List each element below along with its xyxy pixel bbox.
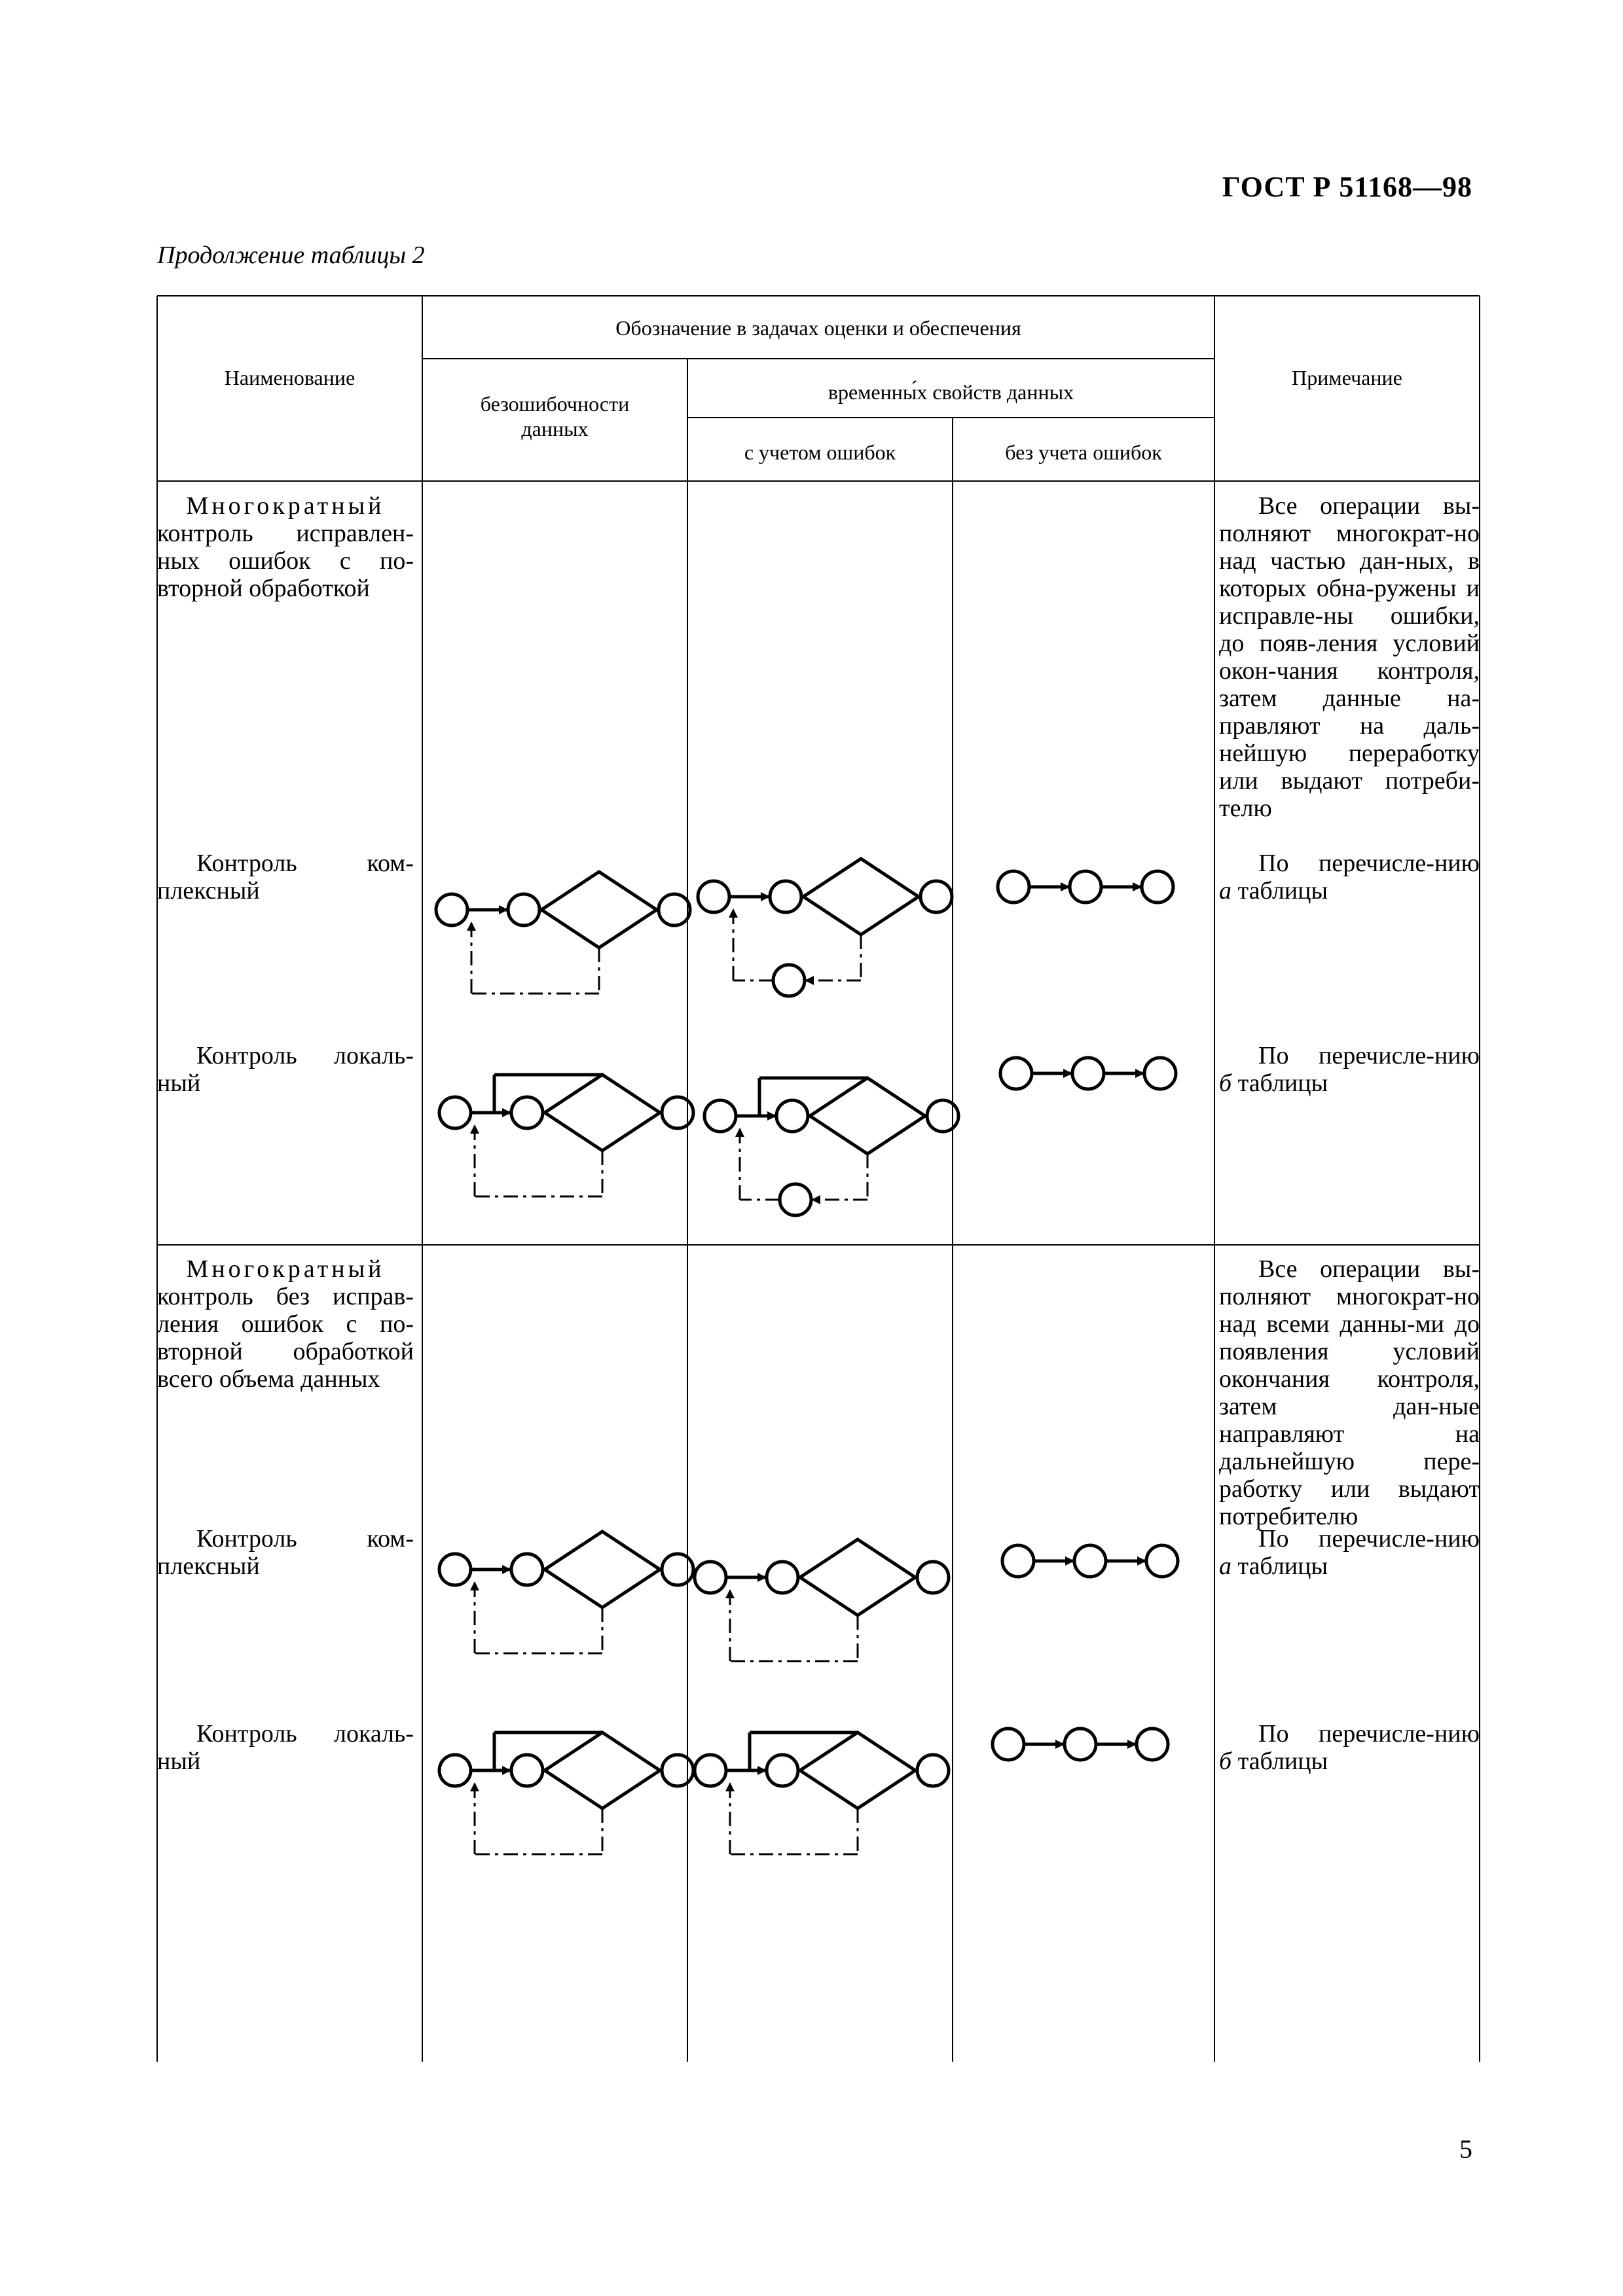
section-title-spaced: Многократный [186,1255,385,1283]
decision-diamond [800,1539,915,1615]
section-title-spaced: Многократный [186,492,385,520]
row-note [1219,1720,1480,1775]
col-header-faultless: безошибочности данных [480,392,630,440]
node-circle [695,1755,726,1786]
node-circle [917,1755,949,1786]
row-note [1219,1525,1480,1580]
col-header-name: Наименование [224,366,356,389]
node-circle [511,1755,543,1786]
node-circle [921,881,952,912]
arrowhead [1135,1069,1144,1078]
decision-diamond [545,1732,660,1808]
document-code: ГОСТ Р 51168—98 [1222,171,1472,203]
arrowhead [1127,1740,1137,1749]
arrowhead [470,1782,479,1791]
node-circle [511,1554,543,1585]
note-letter: б [1219,1748,1232,1775]
note-prefix: По перечисле-нию [1258,1525,1480,1552]
decision-diamond [800,1732,915,1808]
node-circle [436,894,467,925]
note-letter: а [1219,1552,1231,1580]
arrowhead [1061,882,1070,891]
node-circle [1000,1058,1032,1089]
arrowhead [502,1108,511,1117]
arrowhead [735,1128,744,1137]
node-circle [1144,1058,1176,1089]
col-header-designation: Обозначение в задачах оценки и обеспечения [615,316,1021,340]
col-header-temporal: временны́х свойств данных [828,380,1074,404]
note-letter: а [1219,877,1231,905]
node-circle [773,965,805,996]
node-circle [508,894,539,925]
node-circle [662,1554,693,1585]
note-suffix: таблицы [1237,1552,1328,1580]
arrowhead [502,1766,511,1775]
node-circle [662,1755,693,1786]
node-circle [1002,1545,1034,1577]
node-circle [1137,1729,1168,1760]
row-note [1219,1042,1480,1097]
row-name: Контроль локаль-ный [157,1042,414,1097]
arrowhead [470,1124,479,1134]
row-name: Контроль ком-плексный [157,850,414,905]
node-circle [780,1184,811,1215]
row-name: Контроль локаль-ный [157,1720,414,1775]
node-circle [767,1562,798,1593]
node-circle [927,1100,958,1132]
node-circle [698,881,729,912]
section-title [157,1255,414,1393]
node-circle [917,1562,949,1593]
arrowhead [502,1565,511,1574]
note-prefix: По перечисле-нию [1258,850,1480,877]
row-name: Контроль ком-плексный [157,1525,414,1580]
section-title [157,492,414,602]
section-note: Все операции вы-полняют многократ-но над частью дан-ных, в которых обна-ружены и исправле-ны ошибки, до появ-ления условий окон-чания контроля, затем данные на-правляют на даль-нейшую переработку или выдают потреби-телю [1219,492,1480,822]
arrowhead [725,1782,735,1791]
section-title-rest: контроль исправлен-ных ошибок с по-вторной обработкой [157,520,414,602]
node-circle [659,894,690,925]
arrowhead [1065,1556,1074,1566]
note-prefix: По перечисле-нию [1258,1720,1480,1748]
arrowhead [467,922,476,931]
note-suffix: таблицы [1237,1069,1328,1097]
row-note [1219,850,1480,905]
note-letter: б [1219,1069,1232,1097]
node-circle [1142,871,1173,903]
arrowhead [811,1195,820,1204]
col-header-note: Примечание [1292,366,1402,389]
node-circle [1065,1729,1096,1760]
node-circle [770,881,801,912]
col-header-without-errors: без учета ошибок [1005,440,1162,464]
note-prefix: По перечисле-нию [1258,1042,1480,1069]
node-circle [704,1100,736,1132]
arrowhead [1055,1740,1065,1749]
node-circle [439,1097,471,1128]
node-circle [1074,1545,1106,1577]
arrowhead [725,1589,735,1598]
note-suffix: таблицы [1237,877,1328,905]
arrowhead [499,905,508,914]
table-continuation-caption: Продолжение таблицы 2 [157,242,425,269]
node-circle [1072,1058,1104,1089]
arrowhead [470,1581,479,1590]
page-number: 5 [1459,2134,1472,2164]
node-circle [776,1100,808,1132]
decision-diamond [803,859,919,935]
section-note: Все операции вы-полняют многократ-но над всеми данны-ми до появления условий окончания контроля, затем дан-ные направляют на дальнейшую пере-работку или выдают потребителю [1219,1255,1480,1530]
node-circle [993,1729,1024,1760]
col-header-with-errors: с учетом ошибок [744,440,896,464]
section-title-rest: контроль без исправ-ления ошибок с по-вторной обработкой всего объема данных [157,1283,414,1393]
node-circle [1070,871,1101,903]
arrowhead [757,1766,767,1775]
arrowhead [757,1573,767,1582]
flow-diagrams [436,859,1178,1854]
arrowhead [761,892,770,901]
arrowhead [729,908,738,918]
note-suffix: таблицы [1237,1748,1328,1775]
node-circle [767,1755,798,1786]
arrowhead [1137,1556,1146,1566]
node-circle [439,1554,471,1585]
decision-diamond [545,1532,660,1607]
arrowhead [1063,1069,1072,1078]
decision-diamond [810,1078,925,1154]
node-circle [511,1097,543,1128]
decision-diamond [541,872,657,948]
node-circle [1146,1545,1178,1577]
decision-diamond [545,1075,660,1151]
node-circle [662,1097,693,1128]
arrowhead [767,1111,776,1121]
arrowhead [805,976,814,985]
arrowhead [1133,882,1142,891]
node-circle [998,871,1029,903]
node-circle [439,1755,471,1786]
node-circle [695,1562,726,1593]
